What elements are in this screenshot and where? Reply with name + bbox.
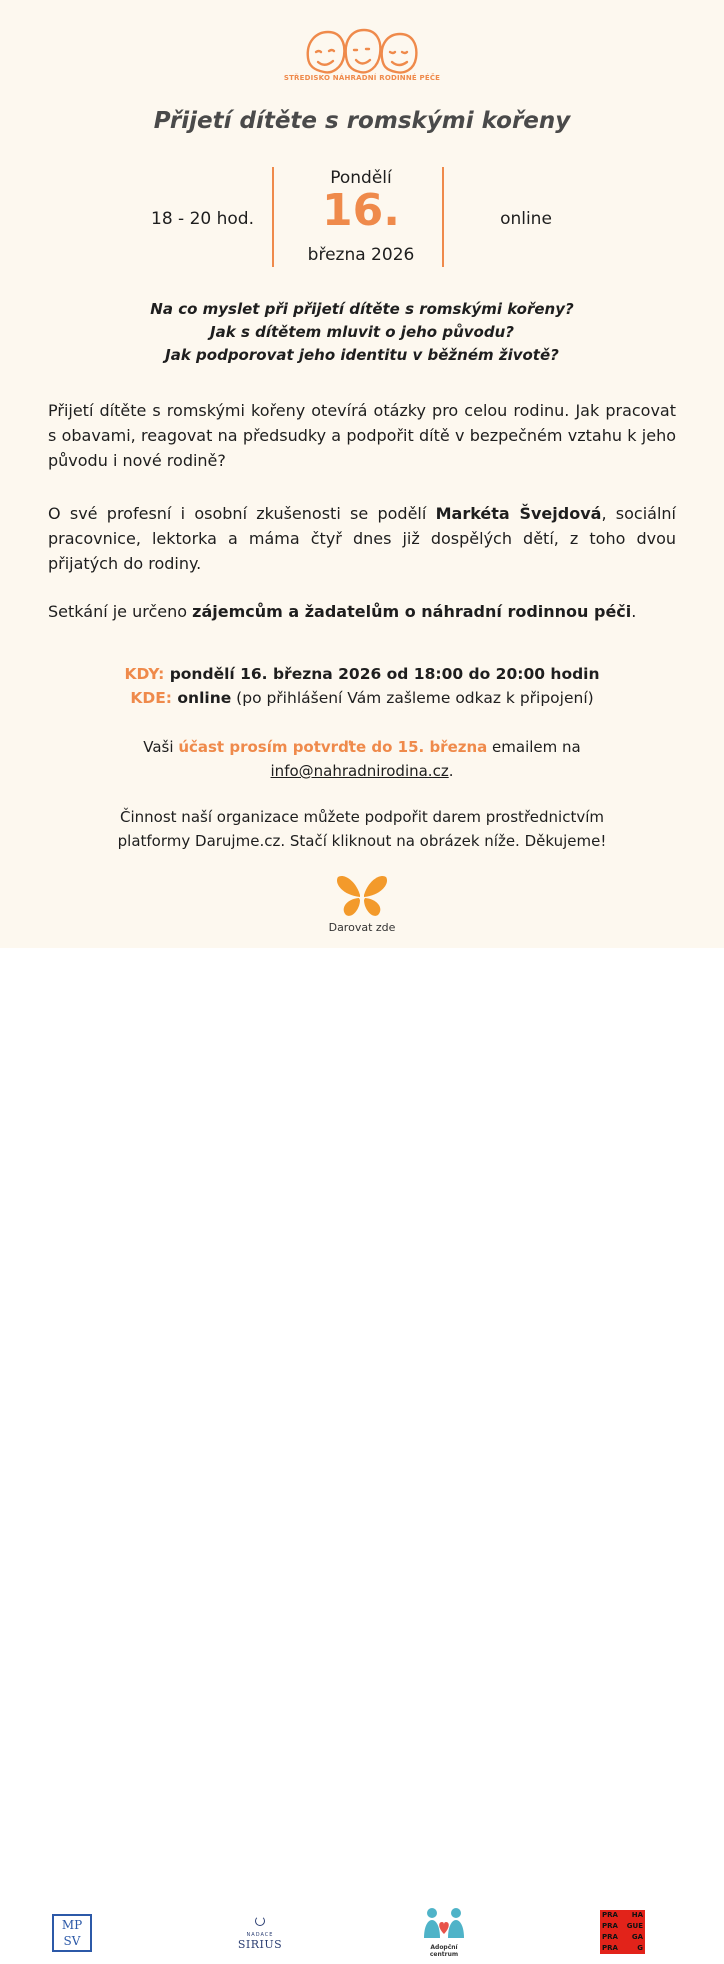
when-label: KDY:	[124, 665, 165, 683]
intro-questions	[40, 298, 684, 367]
speaker-name: Markéta Švejdová	[435, 504, 602, 523]
praha-row-3-b: GA	[631, 1933, 643, 1941]
poster-background	[0, 0, 724, 948]
praha-row-2-b: GUE	[626, 1922, 643, 1930]
speaker-intro-text: O své profesní i osobní zkušenosti se podělí	[48, 504, 436, 523]
praha-logo	[600, 1910, 645, 1954]
praha-row-1-b: HA	[631, 1911, 643, 1919]
mpsv-logo-bottom: SV	[63, 1934, 81, 1948]
praha-row-3	[602, 1932, 643, 1943]
description-paragraph: Přijetí dítěte s romskými kořeny otevírá otázky pro celou rodinu. Jak pracovat s obavami, reagovat na předsudky a podpořit dítě v bezpečném vztahu k jeho původu i nové rodině?	[48, 401, 676, 470]
adopce-line-1: Adopční	[430, 1944, 458, 1951]
butterfly-icon[interactable]	[336, 873, 388, 919]
audience-target: zájemcům a žadatelům o náhradní rodinnou péči	[192, 602, 632, 621]
registration-info	[40, 735, 684, 783]
when-value: pondělí 16. března 2026 od 18:00 do 20:00 hodin	[164, 665, 600, 683]
sirius-mark-icon	[255, 1916, 265, 1926]
praha-row-3-a: PRA	[602, 1933, 618, 1941]
email-link[interactable]: info@nahradnirodina.cz	[270, 762, 449, 780]
audience-intro-text: Setkání je určeno	[48, 602, 193, 621]
audience-paragraph	[48, 599, 676, 624]
mpsv-logo-top: MP	[61, 1918, 83, 1932]
confirm-end: .	[448, 762, 454, 780]
where-line	[40, 686, 684, 710]
event-weekday: Pondělí	[330, 168, 392, 188]
where-note: (po přihlášení Vám zašleme odkaz k připojení)	[231, 689, 594, 707]
support-text	[40, 805, 684, 853]
confirm-before: Vaši	[143, 738, 179, 756]
confirm-after: emailem na	[487, 738, 581, 756]
adopce-text	[416, 1944, 472, 1958]
praha-row-4-a: PRA	[602, 1944, 618, 1952]
donate-label[interactable]: Darovat zde	[328, 921, 396, 934]
nadace-sirius-logo	[230, 1912, 290, 1956]
praha-row-4	[602, 1943, 643, 1954]
praha-row-1-a: PRA	[602, 1911, 618, 1919]
when-line	[40, 662, 684, 686]
organization-name: STŘEDISKO NÁHRADNÍ RODINNÉ PÉČE	[283, 74, 441, 82]
event-day-number: 16.	[322, 185, 400, 236]
sponsor-footer	[0, 948, 724, 1958]
divider-left	[272, 167, 274, 267]
audience-end-text: .	[631, 602, 637, 621]
adopcni-centrum-logo	[416, 1904, 472, 1964]
sirius-big-text: SIRIUS	[237, 1938, 283, 1951]
praha-row-2	[602, 1921, 643, 1932]
where-value: online	[171, 689, 232, 707]
mpsv-logo	[52, 1914, 92, 1952]
question-1: Na co myslet při přijetí dítěte s romskými kořeny?	[150, 300, 574, 318]
divider-right	[442, 167, 444, 267]
support-line-1: Činnost naší organizace můžete podpořit darem prostřednictvím	[120, 808, 604, 826]
support-line-2: platformy Darujme.cz. Stačí kliknout na obrázek níže. Děkujeme!	[117, 832, 607, 850]
adopce-line-2: centrum	[429, 1951, 459, 1958]
event-month-year: března 2026	[307, 245, 415, 265]
question-3: Jak podporovat jeho identitu v běžném životě?	[165, 346, 559, 364]
praha-row-4-b: G	[637, 1944, 643, 1952]
page-title: Přijetí dítěte s romskými kořeny	[153, 108, 571, 134]
sirius-small-text: NADACE	[246, 1932, 274, 1938]
event-time: 18 - 20 hod.	[151, 209, 254, 229]
confirm-deadline: účast prosím potvrďte do 15. března	[178, 738, 488, 756]
where-label: KDE:	[130, 689, 172, 707]
praha-row-2-a: PRA	[602, 1922, 618, 1930]
speaker-paragraph	[48, 501, 676, 576]
family-icon	[416, 1904, 472, 1944]
event-mode: online	[500, 209, 552, 229]
question-2: Jak s dítětem mluvit o jeho původu?	[210, 323, 514, 341]
speaker-bio-text: , sociální pracovnice, lektorka a máma čtyř dnes již dospělých dětí, z toho dvou přijatých do rodiny.	[48, 504, 676, 573]
praha-row-1	[602, 1910, 643, 1921]
